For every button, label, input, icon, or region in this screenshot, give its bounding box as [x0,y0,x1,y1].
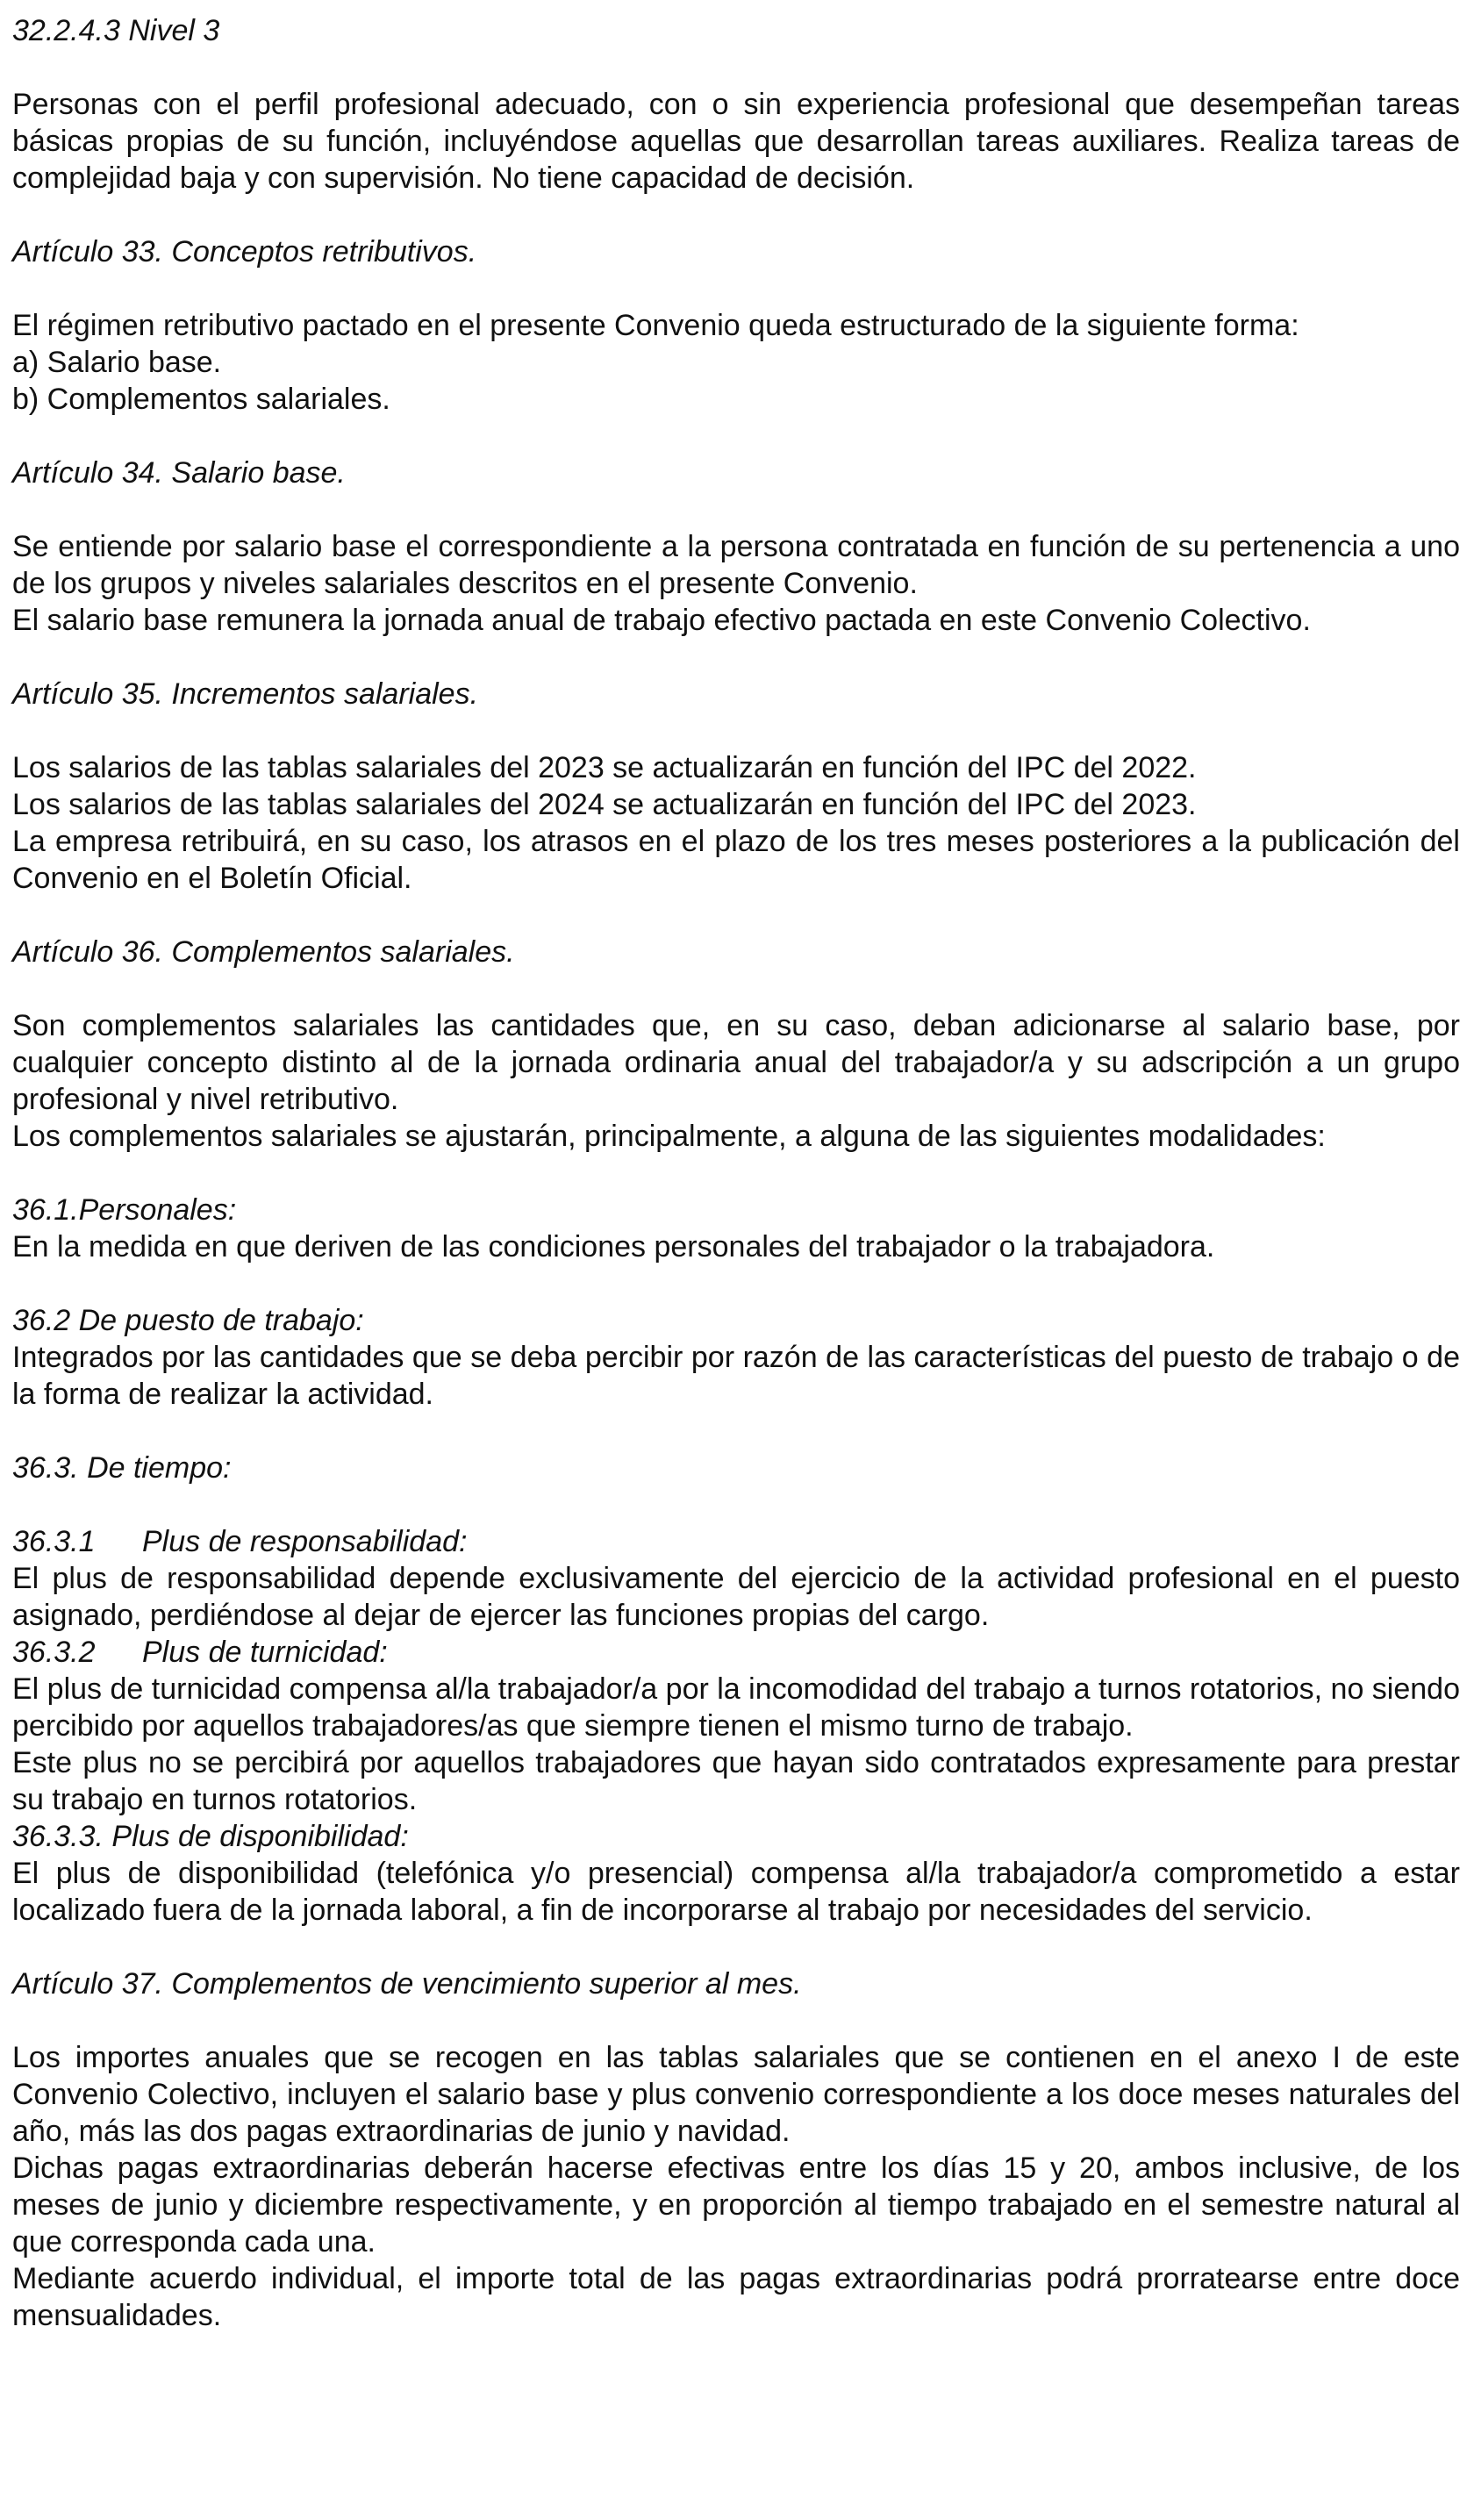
subsection-36-3-3-heading: 36.3.3. Plus de disponibilidad: [12,1820,409,1853]
article-36-paragraph-2: Los complementos salariales se ajustarán, principalmente, a alguna de las siguientes modalidades: [12,1120,1326,1153]
subsection-36-3-heading: 36.3. De tiempo: [12,1451,232,1485]
article-34-heading: Artículo 34. Salario base. [12,456,346,490]
article-37-paragraph-1: Los importes anuales que se recogen en las tablas salariales que se contienen en el anexo I de este Convenio Colectivo, incluyen el salario base y plus convenio correspondiente a los doce meses naturales del año, más las dos pagas extraordinarias de junio y navidad. [12,2041,1460,2148]
article-35-paragraph-1: Los salarios de las tablas salariales del 2023 se actualizarán en función del IPC del 2022. [12,751,1197,784]
article-33-heading: Artículo 33. Conceptos retributivos. [12,235,477,268]
section-heading-32-2-4-3: 32.2.4.3 Nivel 3 [12,14,220,47]
article-35-paragraph-3: La empresa retribuirá, en su caso, los atrasos en el plazo de los tres meses posteriores a la publicación del Convenio en el Boletín Oficial. [12,825,1460,895]
article-36-heading: Artículo 36. Complementos salariales. [12,935,515,969]
article-35-paragraph-2: Los salarios de las tablas salariales del 2024 se actualizarán en función del IPC del 2023. [12,788,1197,821]
section-body-32-2-4-3: Personas con el perfil profesional adecuado, con o sin experiencia profesional que desempeñan tareas básicas propias de su función, incluyéndose aquellas que desarrollan tareas auxiliares. Realiza tareas de complejidad baja y con supervisión. No tiene capacidad de decisión. [12,88,1460,195]
article-33-item-b: b) Complementos salariales. [12,383,390,416]
subsection-36-2-body: Integrados por las cantidades que se deba percibir por razón de las características del puesto de trabajo o de la forma de realizar la actividad. [12,1341,1460,1411]
article-37-paragraph-3: Mediante acuerdo individual, el importe total de las pagas extraordinarias podrá prorratearse entre doce mensualidades. [12,2262,1460,2332]
subsection-36-1-heading: 36.1.Personales: [12,1193,237,1227]
subsection-36-3-2-body-1: El plus de turnicidad compensa al/la trabajador/a por la incomodidad del trabajo a turnos rotatorios, no siendo percibido por aquellos trabajadores/as que siempre tienen el mismo turno de trabajo. [12,1672,1460,1743]
subsection-36-3-2-number: 36.3.2 [12,1636,96,1669]
article-34-paragraph-1: Se entiende por salario base el correspondiente a la persona contratada en función de su pertenencia a uno de los grupos y niveles salariales descritos en el presente Convenio. [12,530,1460,600]
article-34-paragraph-2: El salario base remunera la jornada anual de trabajo efectivo pactada en este Convenio Colectivo. [12,604,1311,637]
article-33-intro: El régimen retributivo pactado en el presente Convenio queda estructurado de la siguiente forma: [12,309,1299,342]
article-33-item-a: a) Salario base. [12,346,222,379]
subsection-36-3-1-body: El plus de responsabilidad depende exclusivamente del ejercicio de la actividad profesional en el puesto asignado, perdiéndose al dejar de ejercer las funciones propias del cargo. [12,1562,1460,1632]
article-36-paragraph-1: Son complementos salariales las cantidades que, en su caso, deban adicionarse al salario base, por cualquier concepto distinto al de la jornada ordinaria anual del trabajador/a y su adscripción a un grupo profesional y nivel retributivo. [12,1009,1460,1116]
subsection-36-3-1-heading [12,1523,1460,1560]
subsection-36-2-heading: 36.2 De puesto de trabajo: [12,1304,364,1337]
subsection-36-3-1-number: 36.3.1 [12,1525,96,1558]
subsection-36-3-2-heading [12,1634,1460,1671]
subsection-36-3-2-title: Plus de turnicidad: [142,1636,388,1669]
subsection-36-1-body: En la medida en que deriven de las condiciones personales del trabajador o la trabajadora. [12,1230,1215,1264]
article-37-heading: Artículo 37. Complementos de vencimiento superior al mes. [12,1967,802,2001]
subsection-36-3-2-body-2: Este plus no se percibirá por aquellos trabajadores que hayan sido contratados expresamente para prestar su trabajo en turnos rotatorios. [12,1746,1460,1816]
article-37-paragraph-2: Dichas pagas extraordinarias deberán hacerse efectivas entre los días 15 y 20, ambos inclusive, de los meses de junio y diciembre respectivamente, y en proporción al tiempo trabajado en el semestre natural al que corresponda cada una. [12,2151,1460,2259]
subsection-36-3-3-body: El plus de disponibilidad (telefónica y/o presencial) compensa al/la trabajador/a comprometido a estar localizado fuera de la jornada laboral, a fin de incorporarse al trabajo por necesidades del servicio. [12,1857,1460,1927]
subsection-36-3-1-title: Plus de responsabilidad: [142,1525,468,1558]
article-35-heading: Artículo 35. Incrementos salariales. [12,677,479,711]
